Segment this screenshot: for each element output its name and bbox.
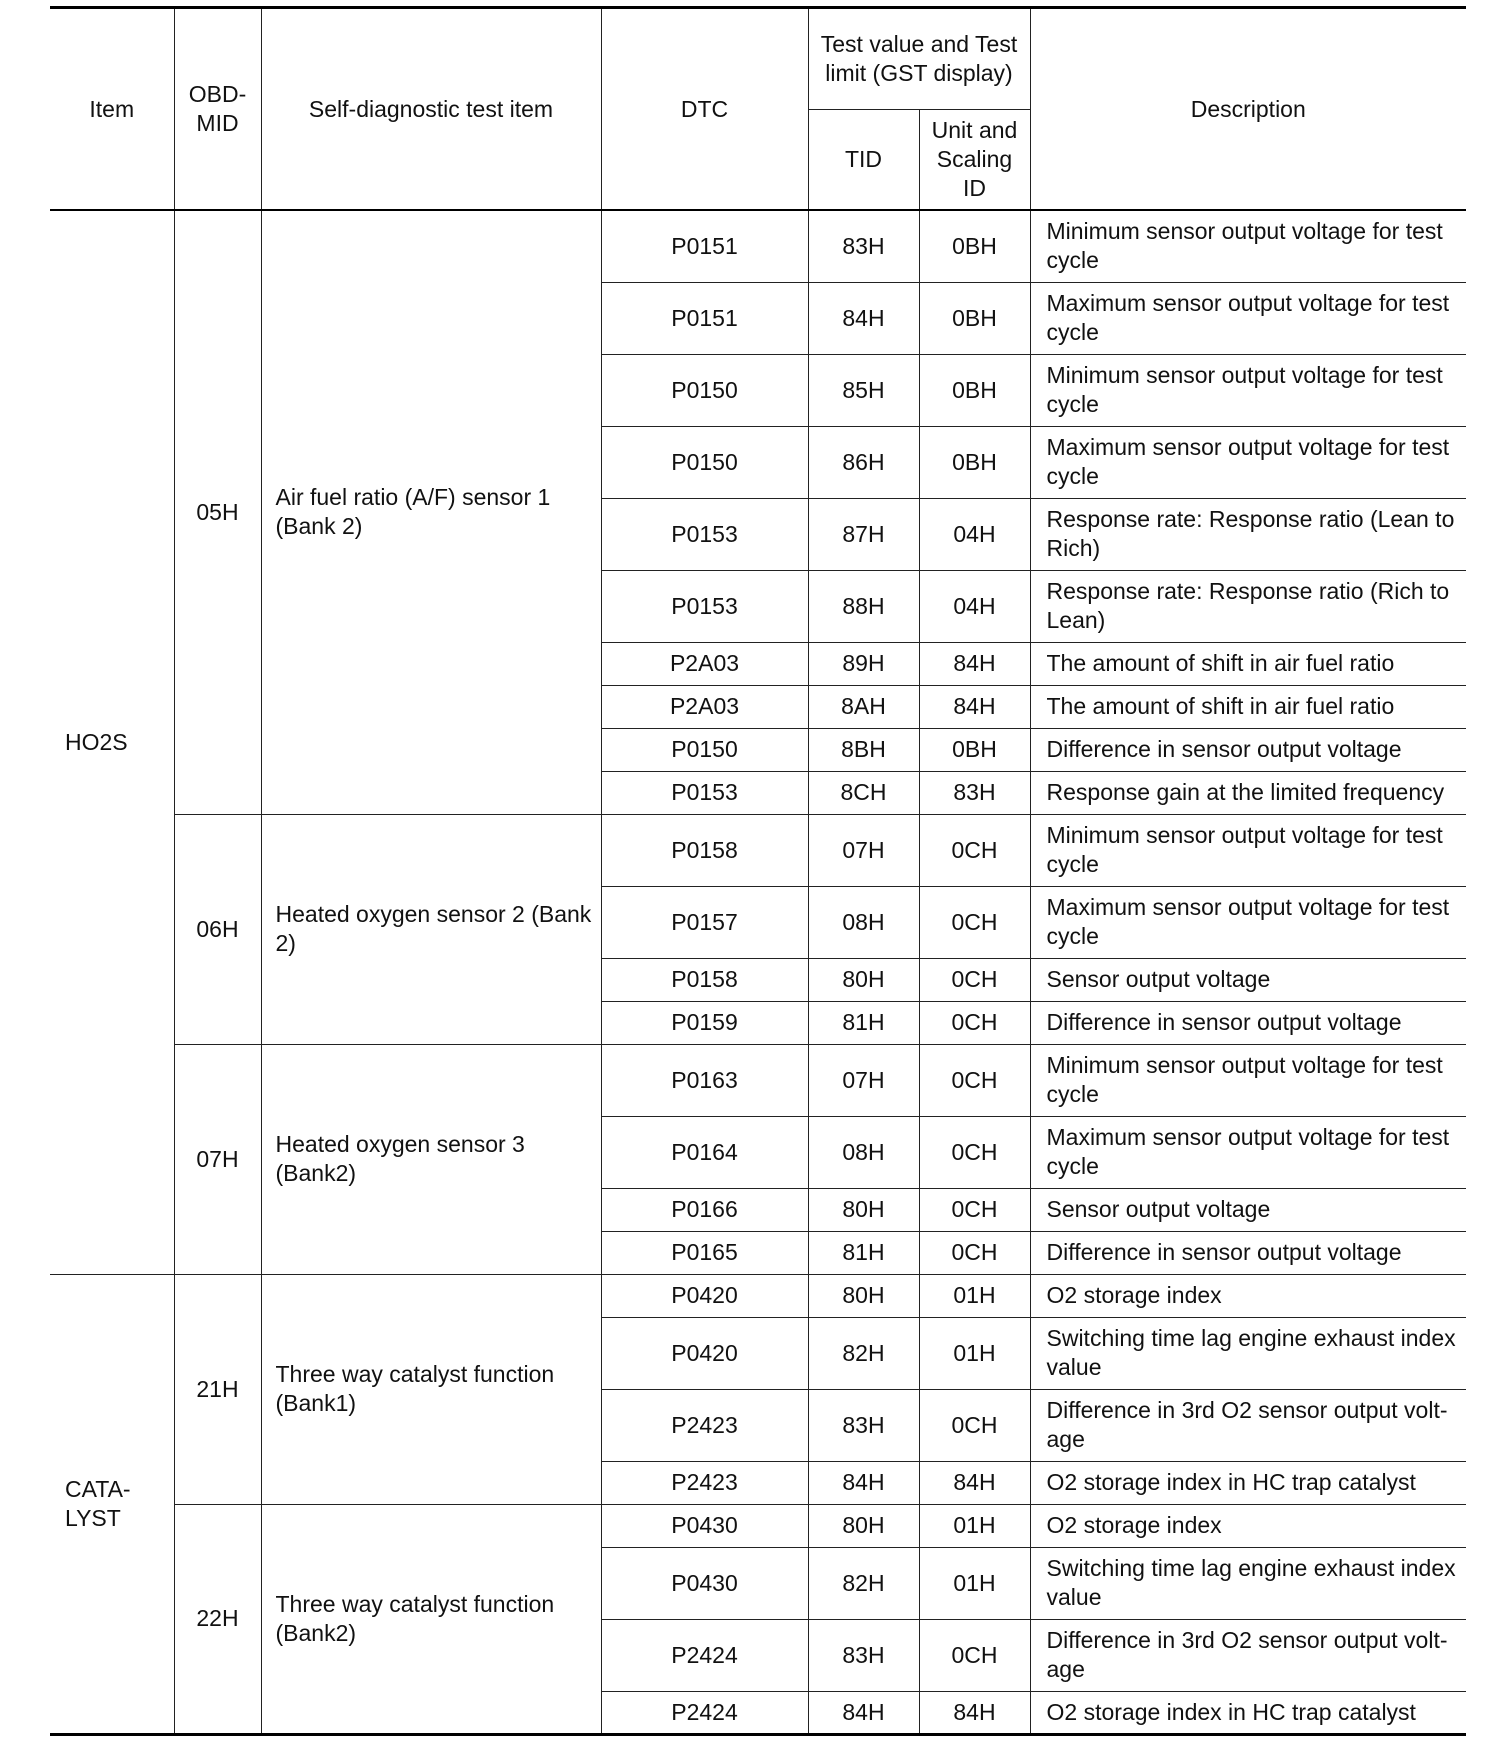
header-self-diagnostic-test-item: Self-diagnostic test item (261, 8, 601, 211)
unit-cell: 0CH (919, 886, 1030, 958)
test-item-cell: Air fuel ratio (A/F) sensor 1 (Bank 2) (261, 210, 601, 814)
dtc-cell: P0150 (601, 354, 808, 426)
dtc-cell: P0150 (601, 426, 808, 498)
unit-cell: 0BH (919, 210, 1030, 282)
unit-cell: 84H (919, 1691, 1030, 1734)
tid-cell: 85H (808, 354, 919, 426)
unit-cell: 0BH (919, 426, 1030, 498)
header-tid: TID (808, 110, 919, 211)
item-cell-catalyst: CATA-LYST (50, 1274, 174, 1734)
description-cell: Maximum sensor output voltage for test cycle (1030, 282, 1466, 354)
description-cell: Sensor output voltage (1030, 1188, 1466, 1231)
description-cell: Difference in 3rd O2 sensor output volt-age (1030, 1619, 1466, 1691)
unit-cell: 0CH (919, 1619, 1030, 1691)
description-cell: Sensor output voltage (1030, 958, 1466, 1001)
dtc-cell: P0430 (601, 1547, 808, 1619)
tid-cell: 8AH (808, 685, 919, 728)
description-cell: Response rate: Response ratio (Rich to Lean) (1030, 570, 1466, 642)
tid-cell: 80H (808, 1188, 919, 1231)
dtc-cell: P2424 (601, 1691, 808, 1734)
tid-cell: 80H (808, 958, 919, 1001)
description-cell: Switching time lag engine exhaust index value (1030, 1317, 1466, 1389)
test-item-cell: Three way catalyst function (Bank1) (261, 1274, 601, 1504)
unit-cell: 0CH (919, 1231, 1030, 1274)
table-row (50, 1274, 1466, 1317)
header-unit-scaling-id: Unit and Scaling ID (919, 110, 1030, 211)
unit-cell: 0BH (919, 728, 1030, 771)
obd-test-value-table (50, 6, 1466, 1736)
description-cell: Maximum sensor output voltage for test cycle (1030, 426, 1466, 498)
header-dtc: DTC (601, 8, 808, 211)
dtc-cell: P0430 (601, 1504, 808, 1547)
dtc-cell: P0157 (601, 886, 808, 958)
dtc-cell: P0164 (601, 1116, 808, 1188)
test-item-cell: Three way catalyst function (Bank2) (261, 1504, 601, 1734)
description-cell: Difference in sensor output voltage (1030, 1001, 1466, 1044)
header-test-value-and-limit: Test value and Test limit (GST display) (808, 8, 1030, 110)
header-obd-mid: OBD-MID (174, 8, 261, 211)
unit-cell: 04H (919, 498, 1030, 570)
test-item-cell: Heated oxygen sensor 2 (Bank 2) (261, 814, 601, 1044)
unit-cell: 84H (919, 685, 1030, 728)
tid-cell: 89H (808, 642, 919, 685)
description-cell: Maximum sensor output voltage for test cycle (1030, 886, 1466, 958)
tid-cell: 81H (808, 1001, 919, 1044)
dtc-cell: P0158 (601, 814, 808, 886)
unit-cell: 01H (919, 1504, 1030, 1547)
unit-cell: 0CH (919, 1188, 1030, 1231)
unit-cell: 01H (919, 1317, 1030, 1389)
description-cell: Minimum sensor output voltage for test cycle (1030, 210, 1466, 282)
description-cell: Response gain at the limited frequency (1030, 771, 1466, 814)
description-cell: O2 storage index in HC trap catalyst (1030, 1461, 1466, 1504)
tid-cell: 82H (808, 1547, 919, 1619)
tid-cell: 08H (808, 1116, 919, 1188)
tid-cell: 8CH (808, 771, 919, 814)
unit-cell: 84H (919, 1461, 1030, 1504)
description-cell: Difference in sensor output voltage (1030, 1231, 1466, 1274)
tid-cell: 80H (808, 1504, 919, 1547)
table-row (50, 210, 1466, 282)
dtc-cell: P0151 (601, 282, 808, 354)
tid-cell: 08H (808, 886, 919, 958)
description-cell: Response rate: Response ratio (Lean to Rich) (1030, 498, 1466, 570)
tid-cell: 07H (808, 1044, 919, 1116)
description-cell: Minimum sensor output voltage for test cycle (1030, 354, 1466, 426)
tid-cell: 83H (808, 210, 919, 282)
obd-mid-cell: 21H (174, 1274, 261, 1504)
item-cell-ho2s: HO2S (50, 210, 174, 1274)
unit-cell: 0CH (919, 1044, 1030, 1116)
obd-mid-cell: 07H (174, 1044, 261, 1274)
unit-cell: 01H (919, 1274, 1030, 1317)
description-cell: O2 storage index (1030, 1274, 1466, 1317)
header-row (50, 8, 1466, 110)
tid-cell: 87H (808, 498, 919, 570)
dtc-cell: P0165 (601, 1231, 808, 1274)
unit-cell: 0BH (919, 282, 1030, 354)
tid-cell: 86H (808, 426, 919, 498)
header-description: Description (1030, 8, 1466, 211)
dtc-cell: P2423 (601, 1389, 808, 1461)
dtc-cell: P0151 (601, 210, 808, 282)
dtc-cell: P0420 (601, 1317, 808, 1389)
dtc-cell: P0163 (601, 1044, 808, 1116)
dtc-cell: P2A03 (601, 642, 808, 685)
dtc-cell: P0159 (601, 1001, 808, 1044)
unit-cell: 01H (919, 1547, 1030, 1619)
description-cell: Difference in sensor output voltage (1030, 728, 1466, 771)
dtc-cell: P0150 (601, 728, 808, 771)
unit-cell: 0CH (919, 814, 1030, 886)
dtc-cell: P0153 (601, 570, 808, 642)
tid-cell: 80H (808, 1274, 919, 1317)
description-cell: The amount of shift in air fuel ratio (1030, 642, 1466, 685)
description-cell: The amount of shift in air fuel ratio (1030, 685, 1466, 728)
tid-cell: 84H (808, 282, 919, 354)
tid-cell: 84H (808, 1461, 919, 1504)
tid-cell: 82H (808, 1317, 919, 1389)
dtc-cell: P0153 (601, 498, 808, 570)
tid-cell: 83H (808, 1389, 919, 1461)
unit-cell: 0BH (919, 354, 1030, 426)
description-cell: Minimum sensor output voltage for test cycle (1030, 814, 1466, 886)
tid-cell: 07H (808, 814, 919, 886)
tid-cell: 88H (808, 570, 919, 642)
table-row (50, 1504, 1466, 1547)
tid-cell: 83H (808, 1619, 919, 1691)
dtc-cell: P0420 (601, 1274, 808, 1317)
dtc-cell: P0158 (601, 958, 808, 1001)
dtc-cell: P0166 (601, 1188, 808, 1231)
test-item-cell: Heated oxygen sensor 3 (Bank2) (261, 1044, 601, 1274)
obd-mid-cell: 06H (174, 814, 261, 1044)
table-row (50, 1044, 1466, 1116)
unit-cell: 83H (919, 771, 1030, 814)
tid-cell: 8BH (808, 728, 919, 771)
obd-mid-cell: 22H (174, 1504, 261, 1734)
tid-cell: 81H (808, 1231, 919, 1274)
description-cell: O2 storage index in HC trap catalyst (1030, 1691, 1466, 1734)
unit-cell: 84H (919, 642, 1030, 685)
unit-cell: 0CH (919, 1389, 1030, 1461)
unit-cell: 04H (919, 570, 1030, 642)
dtc-cell: P2423 (601, 1461, 808, 1504)
description-cell: O2 storage index (1030, 1504, 1466, 1547)
dtc-cell: P2424 (601, 1619, 808, 1691)
tid-cell: 84H (808, 1691, 919, 1734)
description-cell: Maximum sensor output voltage for test cycle (1030, 1116, 1466, 1188)
dtc-cell: P2A03 (601, 685, 808, 728)
obd-mid-cell: 05H (174, 210, 261, 814)
dtc-cell: P0153 (601, 771, 808, 814)
unit-cell: 0CH (919, 958, 1030, 1001)
description-cell: Minimum sensor output voltage for test cycle (1030, 1044, 1466, 1116)
description-cell: Switching time lag engine exhaust index value (1030, 1547, 1466, 1619)
header-item: Item (50, 8, 174, 211)
unit-cell: 0CH (919, 1001, 1030, 1044)
description-cell: Difference in 3rd O2 sensor output volt-age (1030, 1389, 1466, 1461)
table-row (50, 814, 1466, 886)
unit-cell: 0CH (919, 1116, 1030, 1188)
